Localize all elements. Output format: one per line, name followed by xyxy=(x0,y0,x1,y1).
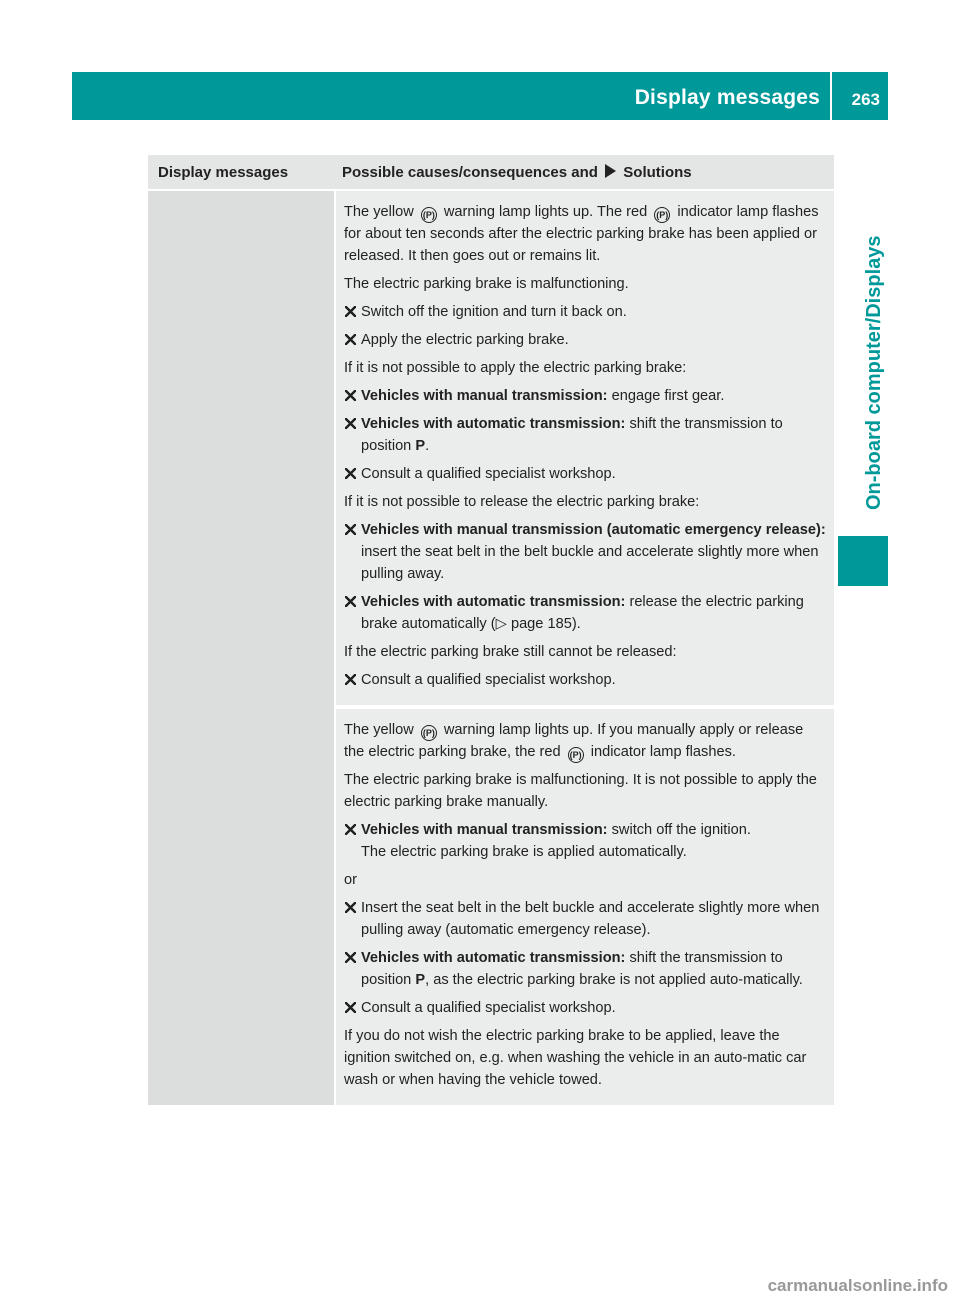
page-ref-icon: ▷ xyxy=(495,616,507,632)
row1-cause: The electric parking brake is malfunctioning. xyxy=(344,276,629,292)
solution-arrow-icon xyxy=(605,164,616,178)
page-ref-link[interactable]: page 185). xyxy=(510,616,581,632)
col2-suffix: Solutions xyxy=(623,164,692,181)
row1-release-fail: If it is not possible to release the electric parking brake: xyxy=(344,494,700,510)
chapter-tab xyxy=(838,120,888,590)
list-item: Vehicles with automatic transmission: shift the transmission to position P. xyxy=(344,413,826,457)
list-item: Apply the electric parking brake. xyxy=(344,329,826,351)
page-number: 263 xyxy=(851,90,880,109)
col2-prefix: Possible causes/consequences and xyxy=(342,164,598,181)
chapter-label: On-board computer/Displays xyxy=(863,235,885,510)
list-item: Consult a qualified specialist workshop. xyxy=(344,669,826,691)
list-item: Vehicles with manual transmission (automatic emergency release): insert the seat belt in the belt buckle and accelerate slightly more when pulling away. xyxy=(344,519,826,585)
table-row xyxy=(336,709,834,1105)
list-item: Vehicles with manual transmission: switch off the ignition. The electric parking brake is applied automatically. xyxy=(344,819,826,863)
chapter-marker xyxy=(838,536,888,586)
display-message-cell xyxy=(148,191,334,1105)
table-row xyxy=(336,191,834,705)
row1-intro: The yellow (P) warning lamp lights up. The red (P) indicator lamp flashes for about ten seconds after the electric parking brake has been applied or released. It then goes out or remains lit. xyxy=(344,204,819,264)
header-separator xyxy=(830,72,832,120)
header-title: Display messages xyxy=(634,86,820,109)
page-header xyxy=(72,72,888,120)
row2-note: If you do not wish the electric parking brake to be applied, leave the ignition switched on, e.g. when washing the vehicle in an auto-matic car wash or when having the vehicle towed. xyxy=(344,1028,807,1088)
display-messages-table xyxy=(148,155,834,1105)
row2-intro: The yellow (P) warning lamp lights up. If you manually apply or release the electric parking brake, the red (P) indicator lamp flashes. xyxy=(344,719,826,763)
parking-brake-icon: (P) xyxy=(568,747,584,763)
list-item: Vehicles with manual transmission: engage first gear. xyxy=(344,385,826,407)
parking-brake-icon: (P) xyxy=(421,207,437,223)
col-causes-solutions xyxy=(334,155,834,189)
watermark: carmanualsonline.info xyxy=(767,1276,948,1295)
list-item: Vehicles with automatic transmission: shift the transmission to position P, as the electric parking brake is not applied auto-matically. xyxy=(344,947,826,991)
list-item: Consult a qualified specialist workshop. xyxy=(344,463,826,485)
table-header xyxy=(148,155,834,189)
parking-brake-icon: (P) xyxy=(654,207,670,223)
row1-apply-fail: If it is not possible to apply the electric parking brake: xyxy=(344,360,687,376)
causes-column xyxy=(336,189,834,1105)
list-item: Vehicles with automatic transmission: release the electric parking brake automatically (▷ page 185). xyxy=(344,591,826,635)
list-item: Consult a qualified specialist workshop. xyxy=(344,997,826,1019)
parking-brake-icon: (P) xyxy=(421,725,437,741)
table-body xyxy=(148,189,834,1105)
row2-cause: The electric parking brake is malfunctioning. It is not possible to apply the electric parking brake manually. xyxy=(344,772,817,810)
row1-still: If the electric parking brake still cannot be released: xyxy=(344,644,677,660)
col-display-messages: Display messages xyxy=(158,164,289,181)
list-item: Switch off the ignition and turn it back on. xyxy=(344,301,826,323)
row2-or: or xyxy=(344,872,357,888)
list-item: Insert the seat belt in the belt buckle and accelerate slightly more when pulling away (automatic emergency release). xyxy=(344,897,826,941)
